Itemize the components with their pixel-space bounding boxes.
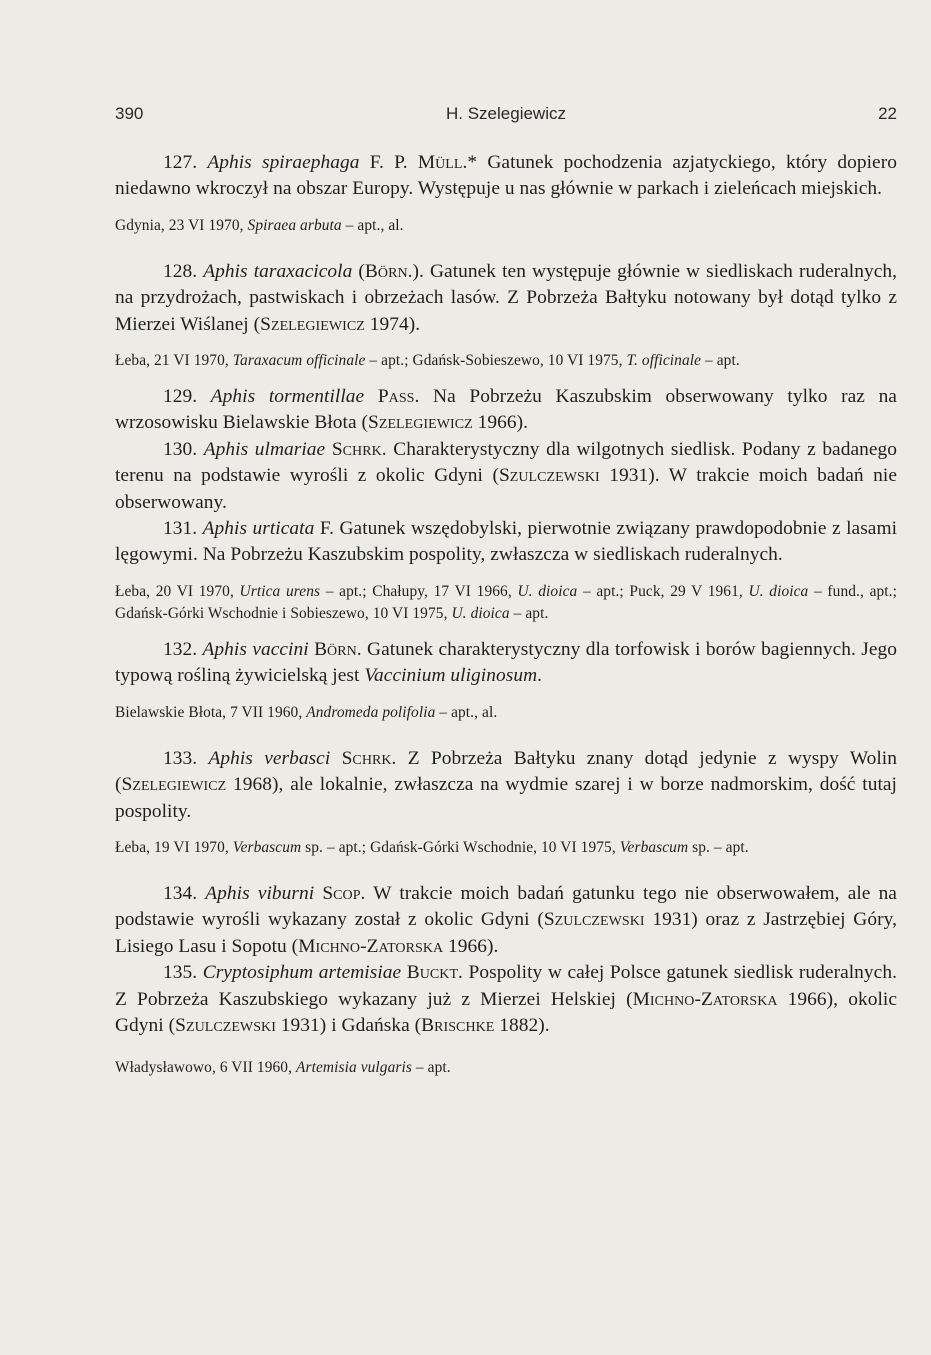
species-entry-132: 132. Aphis vaccini Börn. Gatunek charakterystyczny dla torfowisk i borów bagiennych. Jego typową rośliną żywicielską jest Vaccinium uliginosum. <box>115 638 898 687</box>
species-entry-127: 127. Aphis spiraephaga F. P. Müll.* Gatunek pochodzenia azjatyckiego, który dopiero niedawno wkroczył na obszar Europy. Występuje u nas głównie w parkach i zieleńcach miejskich. <box>115 152 897 200</box>
species-entry-128: 128. Aphis taraxacicola (Börn.). Gatunek ten występuje głównie w siedliskach ruderalnych, na przydrożach, pastwiskach i obrzeżach lasów. Z Pobrzeża Bałtyku notowany był dotąd tylko z Mierzei Wiślanej (Szelegiewicz 1974). <box>115 260 897 335</box>
taxon-name: Aphis tormentillae <box>210 386 365 408</box>
citation-author: Szelegiewicz <box>260 313 365 335</box>
taxon-author: Scop. <box>322 882 366 904</box>
citation-author: Szelegiewicz <box>121 774 227 796</box>
article-body <box>115 150 897 1079</box>
citation-author: Brischke <box>421 1014 495 1036</box>
taxon-author: Schrk. <box>341 747 397 769</box>
taxon-author: Pass. <box>377 386 420 408</box>
locality-record-128: Łeba, 21 VI 1970, Taraxacum officinale – apt.; Gdańsk-Sobieszewo, 10 VI 1975, T. officinale – apt. <box>115 352 740 370</box>
taxon-name: Cryptosiphum artemisiae <box>202 962 402 984</box>
locality-record-132: Bielawskie Błota, 7 VII 1960, Andromeda polifolia – apt., al. <box>115 703 498 721</box>
species-entry-134: 134. Aphis viburni Scop. W trakcie moich badań gatunku tego nie obserwowałem, ale na podstawie wyrośli wykazany został z okolic Gdyni (Szulczewski 1931) oraz z Jastrzębiej Góry, Lisiego Lasu i Sopotu (Michno-Zatorska 1966). <box>115 882 897 957</box>
taxon-author: Buckt. <box>406 962 463 984</box>
species-entry-129: 129. Aphis tormentillae Pass. Na Pobrzeżu Kaszubskim obserwowany tylko raz na wrzosowisku Bielawskie Błota (Szelegiewicz 1966). <box>115 386 897 434</box>
taxon-name: Aphis spiraephaga <box>207 152 360 173</box>
host-plant: Vaccinium uliginosum <box>364 665 538 687</box>
locality-record-133: Łeba, 19 VI 1970, Verbascum sp. – apt.; Gdańsk-Górki Wschodnie, 10 VI 1975, Verbascum sp. – apt. <box>115 838 749 856</box>
running-title: H. Szelegiewicz <box>446 104 566 123</box>
taxon-name: Aphis taraxacicola <box>203 260 353 282</box>
taxon-author: F. P. Müll.* <box>369 152 478 173</box>
running-header <box>115 104 897 132</box>
page-number: 390 <box>115 104 144 123</box>
species-entry-130: 130. Aphis ulmariae Schrk. Charakterystyczny dla wilgotnych siedlisk. Podany z badanego terenu na podstawie wyrośli z okolic Gdyni (Szulczewski 1931). W trakcie moich badań nie obserwowany. <box>115 438 898 513</box>
species-entry-135: 135. Cryptosiphum artemisiae Buckt. Pospolity w całej Polsce gatunek siedlisk ruderalnych. Z Pobrzeża Kaszubskiego wykazany już z Mierzei Helskiej (Michno-Zatorska 1966), okolic Gdyni (Szulczewski 1931) i Gdańska (Brischke 1882). <box>115 962 897 1036</box>
locality-record-135: Władysławowo, 6 VII 1960, Artemisia vulgaris – apt. <box>115 1059 451 1077</box>
taxon-name: Aphis urticata <box>202 518 315 540</box>
taxon-name: Aphis viburni <box>205 882 315 904</box>
taxon-author: Schrk. <box>331 438 387 460</box>
taxon-author: Börn. <box>314 638 362 660</box>
locality-record-127: Gdynia, 23 VI 1970, Spiraea arbuta – apt., al. <box>115 216 404 234</box>
citation-author: Szulczewski <box>543 909 645 931</box>
citation-author: Michno-Zatorska <box>298 935 444 957</box>
taxon-name: Aphis ulmariae <box>203 438 326 460</box>
citation-author: Szulczewski <box>498 465 600 487</box>
taxon-name: Aphis vaccini <box>202 638 309 660</box>
citation-author: Szelegiewicz <box>368 412 473 434</box>
taxon-name: Aphis verbasci <box>208 747 331 769</box>
taxon-author: Börn. <box>364 260 413 282</box>
taxon-author: F. <box>319 518 335 540</box>
species-entry-131: 131. Aphis urticata F. Gatunek wszędobylski, pierwotnie związany prawdopodobnie z lasami lęgowymi. Na Pobrzeżu Kaszubskim pospolity, zwłaszcza w siedliskach ruderalnych. <box>115 518 898 566</box>
species-entry-133: 133. Aphis verbasci Schrk. Z Pobrzeża Bałtyku znany dotąd jedynie z wyspy Wolin (Szelegiewicz 1968), ale lokalnie, zwłaszcza na wydmie szarej i w borze nadmorskim, dość tutaj pospolity. <box>115 747 897 822</box>
citation-author: Michno-Zatorska <box>632 988 778 1010</box>
citation-author: Szulczewski <box>175 1014 276 1036</box>
locality-record-131: Łeba, 20 VI 1970, Urtica urens – apt.; Chałupy, 17 VI 1966, U. dioica – apt.; Puck, 29 V 1961, U. dioica – fund., apt.; Gdańsk-Górki Wschodnie i Sobieszewo, 10 VI 1975, U. dioica – apt. <box>115 582 897 622</box>
chapter-number: 22 <box>878 104 897 123</box>
